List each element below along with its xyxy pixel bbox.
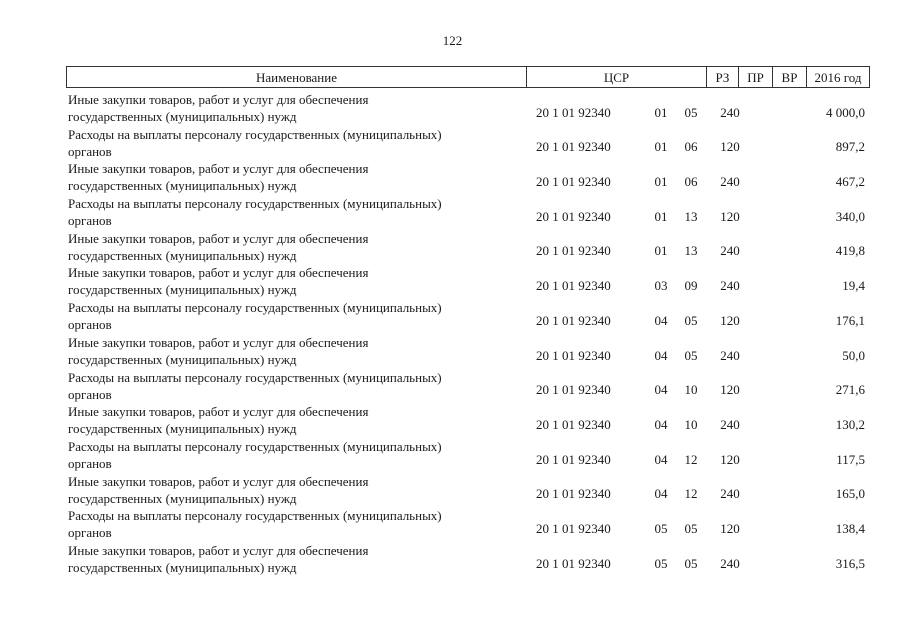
- table-row: [66, 401, 870, 436]
- row-name-line2: органов: [68, 455, 112, 471]
- row-sum: 271,6: [835, 382, 865, 398]
- row-vr: 240: [720, 243, 740, 259]
- row-name-line1: Расходы на выплаты персоналу государственных (муниципальных): [68, 369, 442, 385]
- row-name: [68, 334, 518, 368]
- row-pr: 09: [684, 278, 698, 294]
- row-sum: 117,5: [836, 451, 865, 467]
- row-pr: 12: [684, 451, 698, 467]
- row-name: [68, 507, 518, 541]
- row-name-line1: Расходы на выплаты персоналу государственных (муниципальных): [68, 196, 442, 212]
- page-number: 122: [442, 33, 463, 48]
- row-sum: 138,4: [835, 520, 865, 536]
- row-name-line2: органов: [68, 317, 112, 333]
- row-rz: 01: [654, 174, 668, 190]
- row-name: [68, 230, 518, 264]
- row-pr: 13: [684, 208, 698, 224]
- row-name-line2: органов: [68, 525, 112, 541]
- row-name-line1: Иные закупки товаров, работ и услуг для обеспечения: [68, 473, 369, 489]
- row-sum: 4 000,0: [826, 104, 865, 120]
- row-pr: 05: [684, 347, 698, 363]
- row-vr: 120: [720, 139, 740, 155]
- row-name: [68, 126, 518, 160]
- row-pr: 10: [684, 416, 698, 432]
- row-csr: 20 1 01 92340: [536, 416, 611, 432]
- row-name-line2: государственных (муниципальных) нужд: [68, 247, 297, 263]
- header-csr: ЦСР: [527, 67, 707, 87]
- row-name-line1: Иные закупки товаров, работ и услуг для обеспечения: [68, 92, 369, 107]
- table-row: [66, 158, 870, 193]
- row-name-line2: государственных (муниципальных) нужд: [68, 109, 297, 124]
- row-rz: 04: [654, 451, 668, 467]
- row-pr: 06: [684, 174, 698, 190]
- table-row: [66, 367, 870, 402]
- row-vr: 120: [720, 451, 740, 467]
- table-row: [66, 297, 870, 332]
- table-row: [66, 505, 870, 540]
- table-row: [66, 228, 870, 263]
- row-name-line2: органов: [68, 143, 112, 159]
- row-vr: 120: [720, 208, 740, 224]
- table-row: [66, 262, 870, 297]
- row-csr: 20 1 01 92340: [536, 139, 611, 155]
- row-pr: 05: [684, 312, 698, 328]
- row-name: [68, 369, 518, 403]
- row-sum: 50,0: [842, 347, 865, 363]
- row-pr: 06: [684, 139, 698, 155]
- row-name-line2: государственных (муниципальных) нужд: [68, 490, 297, 506]
- row-csr: 20 1 01 92340: [536, 312, 611, 328]
- row-name-line2: государственных (муниципальных) нужд: [68, 178, 297, 194]
- row-name-line1: Иные закупки товаров, работ и услуг для обеспечения: [68, 161, 369, 177]
- row-pr: 10: [684, 382, 698, 398]
- row-csr: 20 1 01 92340: [536, 555, 611, 571]
- row-rz: 03: [654, 278, 668, 294]
- row-rz: 01: [654, 243, 668, 259]
- row-csr: 20 1 01 92340: [536, 243, 611, 259]
- row-name: [68, 264, 518, 298]
- row-name: [68, 438, 518, 472]
- row-name: [68, 542, 518, 576]
- row-name: [68, 160, 518, 194]
- row-vr: 240: [720, 416, 740, 432]
- row-name-line1: Расходы на выплаты персоналу государственных (муниципальных): [68, 508, 442, 524]
- row-pr: 13: [684, 243, 698, 259]
- table-row: [66, 89, 870, 124]
- row-vr: 120: [720, 312, 740, 328]
- row-name: [68, 403, 518, 437]
- row-rz: 04: [654, 312, 668, 328]
- row-rz: 04: [654, 347, 668, 363]
- row-sum: 340,0: [835, 208, 865, 224]
- row-name-line2: государственных (муниципальных) нужд: [68, 421, 297, 437]
- table-row: [66, 332, 870, 367]
- table-row: [66, 193, 870, 228]
- row-sum: 467,2: [835, 174, 865, 190]
- row-name-line1: Иные закупки товаров, работ и услуг для обеспечения: [68, 230, 369, 246]
- row-csr: 20 1 01 92340: [536, 486, 611, 502]
- row-sum: 897,2: [835, 139, 865, 155]
- row-pr: 05: [684, 104, 698, 120]
- row-csr: 20 1 01 92340: [536, 347, 611, 363]
- header-name: Наименование: [67, 67, 527, 87]
- row-vr: 120: [720, 382, 740, 398]
- row-rz: 05: [654, 520, 668, 536]
- header-pr: ПР: [739, 67, 773, 87]
- row-pr: 12: [684, 486, 698, 502]
- row-sum: 165,0: [835, 486, 865, 502]
- row-name-line2: органов: [68, 213, 112, 229]
- row-name: [68, 299, 518, 333]
- row-pr: 05: [684, 555, 698, 571]
- row-sum: 419,8: [835, 243, 865, 259]
- header-rz: РЗ: [707, 67, 739, 87]
- row-csr: 20 1 01 92340: [536, 382, 611, 398]
- row-name-line1: Иные закупки товаров, работ и услуг для обеспечения: [68, 265, 369, 281]
- row-rz: 04: [654, 486, 668, 502]
- table-row: [66, 436, 870, 471]
- table-header: [66, 66, 870, 88]
- row-vr: 240: [720, 486, 740, 502]
- header-year: 2016 год: [814, 70, 862, 85]
- row-name-line2: государственных (муниципальных) нужд: [68, 559, 297, 575]
- row-csr: 20 1 01 92340: [536, 208, 611, 224]
- row-rz: 01: [654, 208, 668, 224]
- row-vr: 240: [720, 555, 740, 571]
- row-vr: 240: [720, 174, 740, 190]
- row-name-line2: государственных (муниципальных) нужд: [68, 282, 297, 298]
- row-vr: 240: [720, 347, 740, 363]
- row-csr: 20 1 01 92340: [536, 278, 611, 294]
- row-name: [68, 195, 518, 229]
- row-sum: 130,2: [835, 416, 865, 432]
- row-name-line2: государственных (муниципальных) нужд: [68, 351, 297, 367]
- row-name: [68, 473, 518, 507]
- table-body: [66, 89, 870, 575]
- row-vr: 240: [720, 278, 740, 294]
- row-name-line1: Расходы на выплаты персоналу государственных (муниципальных): [68, 438, 442, 454]
- table-row: [66, 540, 870, 575]
- row-sum: 19,4: [842, 278, 865, 294]
- row-pr: 05: [684, 520, 698, 536]
- row-rz: 01: [654, 139, 668, 155]
- row-csr: 20 1 01 92340: [536, 174, 611, 190]
- row-csr: 20 1 01 92340: [536, 104, 611, 120]
- row-name-line2: органов: [68, 386, 112, 402]
- table-row: [66, 471, 870, 506]
- row-vr: 240: [720, 104, 740, 120]
- row-vr: 120: [720, 520, 740, 536]
- table-row: [66, 124, 870, 159]
- row-sum: 176,1: [835, 312, 865, 328]
- row-name-line1: Иные закупки товаров, работ и услуг для обеспечения: [68, 334, 369, 350]
- row-rz: 04: [654, 382, 668, 398]
- row-name-line1: Иные закупки товаров, работ и услуг для обеспечения: [68, 404, 369, 420]
- row-csr: 20 1 01 92340: [536, 520, 611, 536]
- row-name-line1: Иные закупки товаров, работ и услуг для обеспечения: [68, 542, 369, 558]
- row-rz: 04: [654, 416, 668, 432]
- row-rz: 05: [654, 555, 668, 571]
- row-csr: 20 1 01 92340: [536, 451, 611, 467]
- row-name-line1: Расходы на выплаты персоналу государственных (муниципальных): [68, 300, 442, 316]
- row-sum: 316,5: [835, 555, 865, 571]
- row-name-line1: Расходы на выплаты персоналу государственных (муниципальных): [68, 126, 442, 142]
- row-rz: 01: [654, 104, 668, 120]
- header-vr: ВР: [773, 67, 807, 87]
- row-name: [68, 91, 518, 125]
